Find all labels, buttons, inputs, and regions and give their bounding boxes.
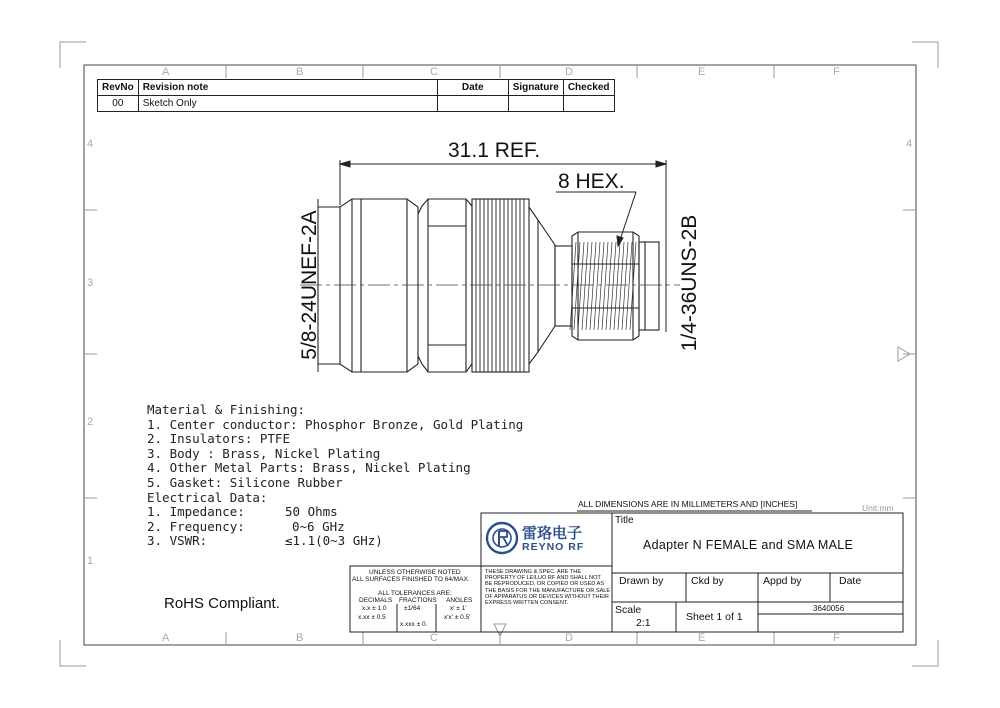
fractions-label: FRACTIONS <box>399 597 437 604</box>
electrical-value: 50 Ohms <box>285 504 338 520</box>
tolerance-header: ALL TOLERANCES ARE: <box>378 590 452 597</box>
dim-left-thread: 5/8-24UNEF-2A <box>298 210 321 360</box>
zone-col-d-bottom: D <box>565 632 573 644</box>
property-notice-line: PROPERTY OF LEILUO RF AND SHALL NOT <box>485 575 601 582</box>
zone-col-f-bottom: F <box>833 632 840 644</box>
approved-by-label: Appd by <box>763 575 802 587</box>
angles-tolerance-1: x' ± 1' <box>450 605 467 612</box>
scale-label: Scale <box>615 604 642 616</box>
zone-row-3-left: 3 <box>87 277 94 289</box>
zone-col-c-top: C <box>430 66 438 78</box>
material-item: 2. Insulators: PTFE <box>147 431 290 447</box>
unit-label: Unit:mm <box>862 503 894 513</box>
tolerance-note-line1: UNLESS OTHERWISE NOTED <box>369 569 461 576</box>
property-notice-line: BE REPRODUCED, OR COPIED OR USED AS <box>485 581 605 588</box>
zone-col-b-bottom: B <box>296 632 304 644</box>
zone-row-4-left: 4 <box>87 138 94 150</box>
zone-col-b-top: B <box>296 66 304 78</box>
property-notice-line: THESE DRAWING & SPEC. ARE THE <box>485 569 582 575</box>
rev-header-revno: RevNo <box>98 80 139 96</box>
material-title: Material & Finishing: <box>147 402 306 417</box>
scale-value: 2:1 <box>636 617 651 629</box>
rev-row-note: Sketch Only <box>138 96 437 112</box>
angles-tolerance-2: x'x' ± 0.5' <box>444 614 471 621</box>
rev-header-checked: Checked <box>563 80 614 96</box>
decimals-tolerance-2: x.xx ± 0.5 <box>358 614 386 621</box>
property-notice-line: EXPRESS WRITTEN CONSENT. <box>485 600 569 607</box>
rev-header-date: Date <box>437 80 508 96</box>
date-label: Date <box>839 575 862 587</box>
decimals-tolerance-1: x.x ± 1.0 <box>362 605 387 612</box>
zone-col-d-top: D <box>565 66 573 78</box>
logo-chinese-name: 雷珞电子 <box>522 525 583 542</box>
zone-col-e-bottom: E <box>698 632 706 644</box>
drawn-by-label: Drawn by <box>619 575 664 587</box>
electrical-label: 2. Frequency: <box>147 518 245 534</box>
drawing-number: 3640056 <box>813 604 845 613</box>
zone-col-f-top: F <box>833 66 840 78</box>
dim-hex: 8 HEX. <box>558 170 625 193</box>
fractions-tolerance-1: ±1/64 <box>404 605 421 612</box>
electrical-label: 1. Impedance: <box>147 504 245 520</box>
electrical-title: Electrical Data: <box>147 489 268 505</box>
sheet-number: Sheet 1 of 1 <box>686 611 743 623</box>
zone-row-4-right: 4 <box>906 138 913 150</box>
dim-overall-length: 31.1 REF. <box>448 139 541 162</box>
property-notice-line: OF APPARATUS OR DEVICES WITHOUT THEIR <box>485 593 609 600</box>
property-notice <box>485 569 610 606</box>
zone-row-1-left: 1 <box>87 555 94 567</box>
material-item: 3. Body : Brass, Nickel Plating <box>147 445 381 461</box>
decimals-label: DECIMALS <box>359 597 393 604</box>
checked-by-label: Ckd by <box>691 575 724 587</box>
rev-header-signature: Signature <box>508 80 563 96</box>
tolerance-note-line2: ALL SURFACES FINISHED TO 64/MAX. <box>352 576 470 583</box>
electrical-value: ≤1.1(0~3 GHz) <box>285 533 383 549</box>
material-item: 5. Gasket: Silicone Rubber <box>147 474 343 490</box>
drawing-title: Adapter N FEMALE and SMA MALE <box>643 538 854 552</box>
electrical-label: 3. VSWR: <box>147 533 208 549</box>
zone-col-c-bottom: C <box>430 632 438 644</box>
dim-right-thread: 1/4-36UNS-2B <box>678 214 701 352</box>
all-dimensions-note: ALL DIMENSIONS ARE IN MILLIMETERS AND [INCHES] <box>578 499 798 509</box>
angles-label: ANGLES <box>446 597 473 604</box>
rohs-statement: RoHS Compliant. <box>164 595 280 612</box>
zone-col-e-top: E <box>698 66 706 78</box>
rev-row-revno: 00 <box>98 96 139 112</box>
zone-col-a-bottom: A <box>162 632 170 644</box>
zone-row-2-left: 2 <box>87 416 94 428</box>
material-item: 1. Center conductor: Phosphor Bronze, Gold Plating <box>147 416 524 432</box>
rev-header-note: Revision note <box>138 80 437 96</box>
zone-col-a-top: A <box>162 66 170 78</box>
fractions-tolerance-2: x.xxx ± 0. <box>400 621 428 628</box>
property-notice-line: THE BASIS FOR THE MANUFACTURE OR SALE <box>485 587 611 594</box>
title-label: Title <box>615 515 634 526</box>
electrical-value: 0~6 GHz <box>292 518 345 534</box>
material-item: 4. Other Metal Parts: Brass, Nickel Plating <box>147 460 471 476</box>
reyno-logo <box>487 523 517 553</box>
logo-english-name: REYNO RF <box>522 541 585 553</box>
